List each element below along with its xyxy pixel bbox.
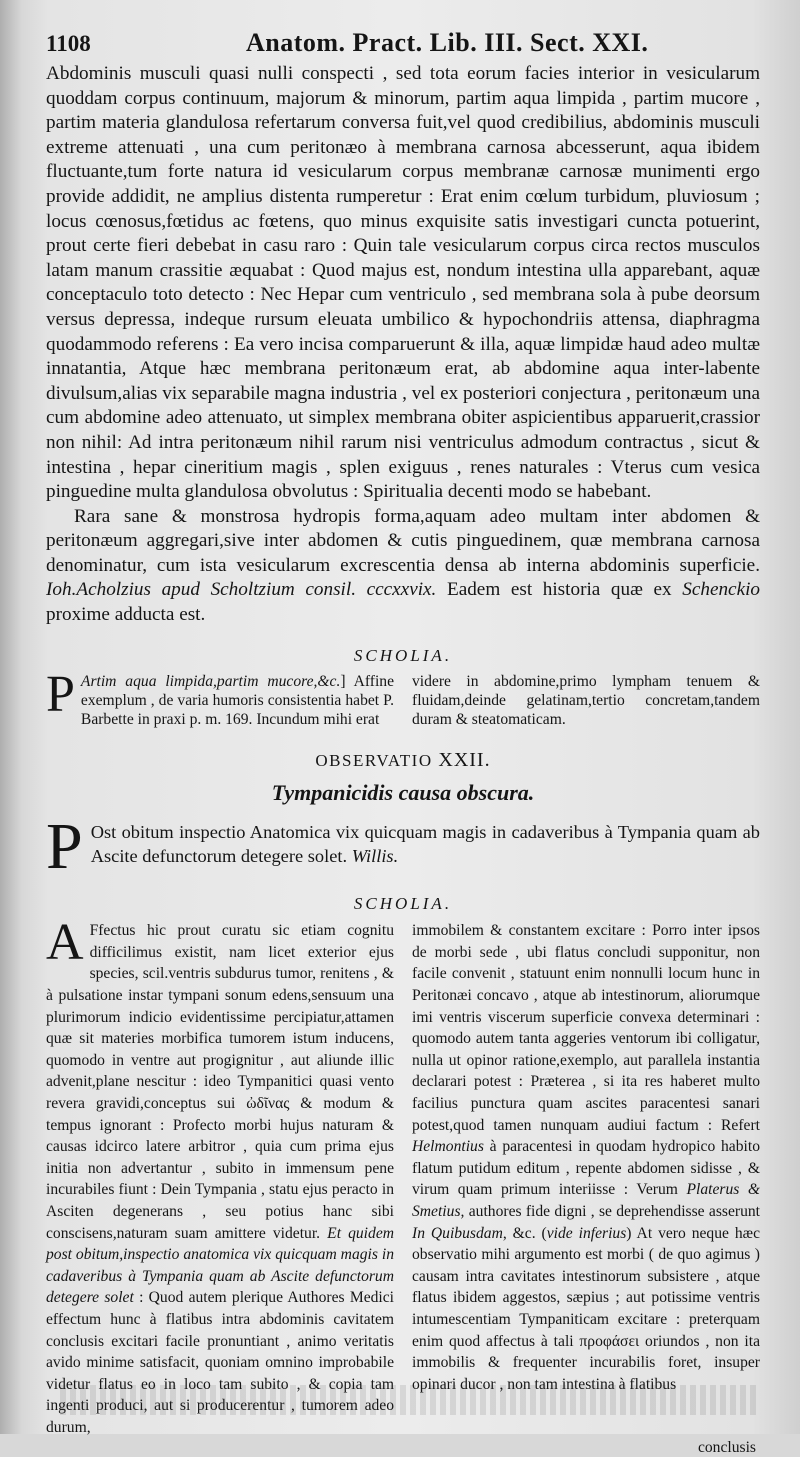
scholia-2-right-text-e: ) At vero neque hæc observatio mihi argumento est morbi ( de quo agimus ) causam intra cavitates intestinorum subsistere , atque flatus ibidem aggestos, sæpius ; aut potissime ventris intumescentiam Tympaniticam excitare : preterquam enim quod affectus à tali προφάσει oriundos , non ita immobilis & frequenter incurabilis foret, insuper opinari ducor , non tam intestina à flatibus <box>412 1224 760 1393</box>
observatio-label: OBSERVATIO <box>315 751 433 771</box>
name-helmontius: Helmontius <box>412 1138 484 1156</box>
scholia-1-lemma: Artim aqua limpida,partim mucore,&c. <box>80 672 341 690</box>
scholia-1-left-text: ] Affine exemplum , de varia humoris consistentia habet P. Barbette in praxi p. m. 169. Incundum mihi erat <box>80 672 394 729</box>
show-through-texture <box>60 1385 760 1415</box>
running-title: Anatom. Pract. Lib. III. Sect. XXI. <box>246 28 649 57</box>
dropcap-p: P <box>46 665 75 723</box>
dropcap-a: A <box>46 914 84 972</box>
citation-acholzius: Ioh.Acholzius apud Scholtzium consil. cccxxvix. <box>46 579 437 601</box>
scholia-1-column-left <box>46 665 394 730</box>
observatio-number: XXII. <box>438 749 491 772</box>
scholia-2-right-text-b: à paracentesi in quodam hydropico habito flatum putidum editum , repente abdomen sidisse , & virum quam primum interiisse : Verum <box>412 1138 760 1199</box>
gutter-shadow <box>0 0 22 1434</box>
paragraph-2-text-a: Rara sane & monstrosa hydropis forma,aquam adeo multam inter abdomen & peritonæum aggregari,sive inter abdomen & cutis pinguedinem, quæ membrana carnosa denominatur, cum ista vesicularum excrescentia densa ab interna abdominis superficie. <box>46 505 760 576</box>
catchword: conclusis <box>697 1438 756 1456</box>
scholia-2-left-text-a: Ffectus hic prout curatu sic etiam cognitu difficilimus existit, nam licet exterior ejus species, scil.ventris subdurus tumor, renitens , & à pulsatione instar tympani sonum edens,sensuum una plurimorum indicio evidentissime percipiatur,attamen quæ sit materies morbifica tumorem istum inducens, quomodo in ventre aut progignitur , aut aliunde illic advenit,plane nescitur : ideo Tympanitici quasi vento revera gravidi,conceptus sui ὠδῖνας & modum & tempus ignorant : Profecto morbi hujus naturam & causas idcirco latere arbitror , quia cum prima ejus initia non advertantur , subito in immensum pene incurabiles fiunt : Dein Tympania , statu ejus peracto in Asciten degenerans , seu potius hanc sibi conscisens,naturam suam amittere videtur. <box>46 922 394 1242</box>
vide-inferius: vide inferius <box>546 1224 627 1242</box>
observatio-heading <box>46 749 760 772</box>
scholia-1-column-right: videre in abdomine,primo lympham tenuem & fluidam,deinde gelatinam,tertio concretam,tandem duram & steatomaticam. <box>412 672 760 729</box>
scholia-1-columns <box>46 665 760 730</box>
observation-paragraph-2 <box>46 505 760 628</box>
running-head <box>46 28 760 58</box>
paragraph-2-text-c: proxime adducta est. <box>46 604 206 626</box>
citation-schenckio: Schenckio <box>682 579 761 601</box>
scholia-2-column-right <box>412 920 760 1438</box>
scholia-2-left-quote: Et quidem post obitum,inspectio anatomica vix quicquam magis in cadaveribus à Tympania quam ab Ascite defunctorum detegere solet <box>46 1224 394 1307</box>
scholia-2-left-text-b: : Quod autem plerique Authores Medici effectum hunc à flatibus intra abdominis cavitatem conclusis excitari facile pronuntiant , animo veritatis avido minime satisfacit, quoniam omnino improbabile videtur flatus eo in loco tam subito , & copia tam ingenti produci, aut si producerentur , tumorem adeo durum, <box>46 1289 394 1436</box>
scholia-heading-1: SCHOLIA. <box>353 645 453 665</box>
paragraph-2-text-b: Eadem est historia quæ ex <box>446 579 672 601</box>
observatio-22-text <box>46 810 760 884</box>
scholia-2-right-text-d: , &c. ( <box>502 1224 547 1242</box>
observation-paragraph-1: Abdominis musculi quasi nulli conspecti , sed tota eorum facies interior in vesicularum quoddam corpus continuum, majorum & minorum, partim aqua limpida , partim mucore , partim materia glandulosa refertarum conversa fuit,vel quod credibilius, abdominis musculi extreme attenuati , una cum peritonæo à membrana carnosa abcesserunt, aqua ibidem fluctuante,tum forte natura id vesicularum corpus membranæ carnosæ munimenti ergo provide addidit, ne amplius distenta rumperetur : Erat enim cœlum turbidum, pluviosum ; locus cœnosus,fœtidus ac fœtens, quo minus exquisite satis investigari cuncta potuerint, prout certe fieri debebat in casu raro : Quin tale vesicularum corpus circa rectos musculos latam manum crassitie æquabat : Quod majus est, nondum intestina ulla apparebant, aquæ conceptaculo toto detecto : Nec Hepar cum ventriculo , sed membrana sola à pube deorsum versus depressa, indeque rursum eleuata umbilico & hypochondriis attensa, diaphragma quodammodo referens : Ea vero incisa comparuerunt & illa, aquæ limpidæ haud adeo multæ innatantia, Atque hæc membrana peritonæum erat, ab abdomine aqua inter-labente divulsum,alias vix separabile magna industria , vel ex posteriori conjectura , peritonæum una cum abdomine adeo attenuato, ut simplex membrana obiter aspicientibus apparuerit,crassior non nihil: Ad intra peritonæum nihil rarum nisi ventriculus admodum contractus , sicut & intestina , hepar cineritium magis , splen exiguus , renes naturales : Vterus cum vesica pinguedine multa glandulosa obvolutus : Spiritualia decenti modo se habebant. <box>46 63 760 503</box>
observatio-22-body: Ost obitum inspectio Anatomica vix quicquam magis in cadaveribus à Tympania quam ab Ascite defunctorum detegere solet. <box>90 822 760 867</box>
scholia-2-columns <box>46 914 760 1438</box>
page-number: 1108 <box>46 31 91 56</box>
scholia-2-right-text-a: immobilem & constantem excitare : Porro inter ipsos de morbi sede , ubi flatus concludi supponitur, non facile convenit , statuunt enim nonnulli locum hunc in Peritonæi concavo , atque ab intestinorum, aliorumque imi ventris viscerum superficie convexa determinari : quomodo autem tanta aggeries ventorum ibi colligatur, nulla ut opinor ratione,exemplo, aut parallela instantia declarari potest : Præterea , si ita res haberet multo facilius punctura quam ascites paracentesi sanari potest,quod tamen nunquam audiui factum : Refert <box>412 922 760 1134</box>
dropcap-p-large: P <box>46 810 83 884</box>
scholia-2-right-text-c: authores fide digni , se deprehendisse asserunt <box>468 1202 760 1220</box>
scholia-2-column-left <box>46 914 394 1438</box>
in-quibusdam: In Quibusdam <box>412 1224 503 1242</box>
name-platerus-smetius: Platerus & Smetius, <box>412 1181 760 1220</box>
observatio-title: Tympanicidis causa obscura. <box>271 780 535 806</box>
citation-willis: Willis. <box>351 846 399 867</box>
scholia-heading-2: SCHOLIA. <box>353 894 453 914</box>
